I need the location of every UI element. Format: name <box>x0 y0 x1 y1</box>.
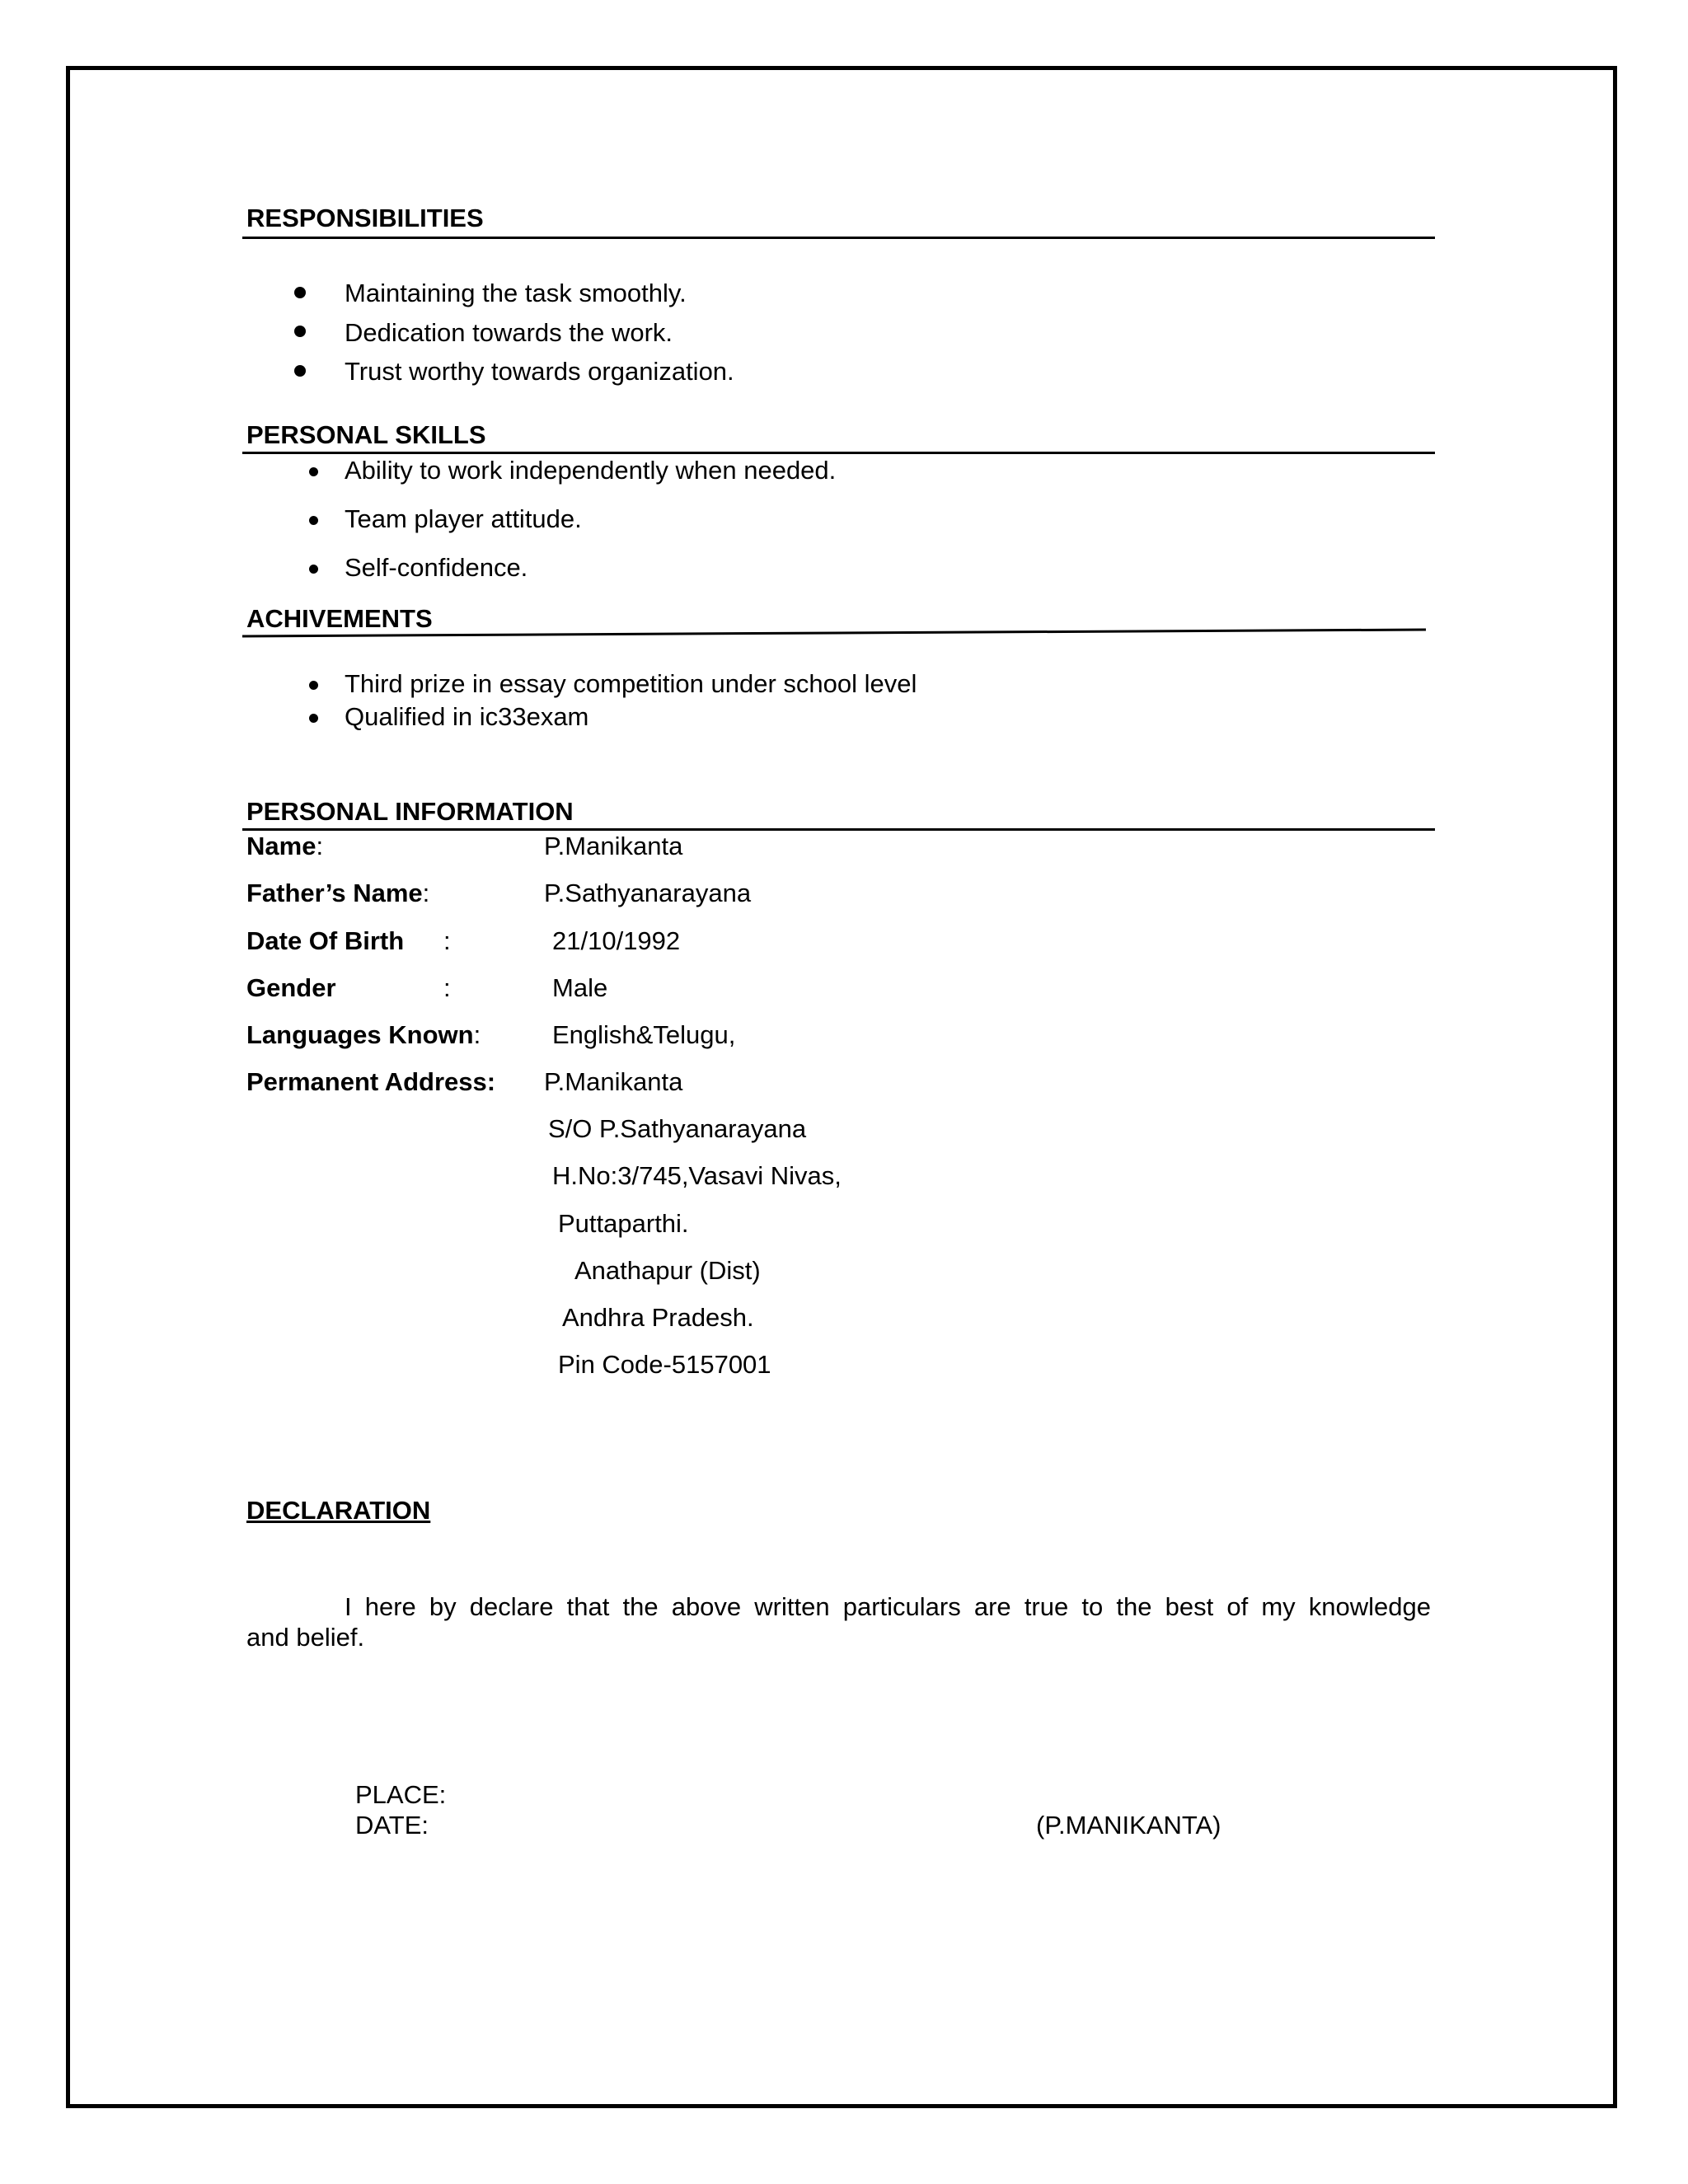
personal-information-rule <box>242 828 1435 831</box>
address-line: S/O P.Sathyanarayana <box>548 1114 807 1143</box>
field-label-date-of-birth: Date Of Birth <box>246 926 405 955</box>
responsibility-item: Maintaining the task smoothly. <box>345 279 687 307</box>
field-label-gender: Gender <box>246 973 336 1002</box>
field-label-permanent-address: Permanent Address: <box>246 1067 496 1096</box>
responsibilities-rule <box>242 237 1435 239</box>
bullet-icon <box>309 467 318 476</box>
achievements-heading: ACHIVEMENTS <box>246 604 433 633</box>
responsibility-item: Dedication towards the work. <box>345 318 673 347</box>
address-line: H.No:3/745,Vasavi Nivas, <box>552 1161 842 1190</box>
address-line: Andhra Pradesh. <box>562 1303 754 1332</box>
field-sep: : <box>443 926 451 955</box>
date-label: DATE: <box>355 1811 429 1840</box>
skill-item: Self-confidence. <box>345 553 528 582</box>
field-value-fathers-name: P.Sathyanarayana <box>544 879 752 907</box>
field-label-name: Name: <box>246 832 324 860</box>
field-sep: : <box>443 973 451 1002</box>
address-line: Pin Code-5157001 <box>558 1350 771 1379</box>
responsibility-item: Trust worthy towards organization. <box>345 357 734 386</box>
bullet-icon <box>309 565 318 574</box>
field-value-date-of-birth: 21/10/1992 <box>552 926 681 955</box>
field-value-name: P.Manikanta <box>544 832 683 860</box>
personal-skills-heading: PERSONAL SKILLS <box>246 420 486 449</box>
signature-name: (P.MANIKANTA) <box>1036 1811 1221 1840</box>
personal-information-heading: PERSONAL INFORMATION <box>246 797 574 826</box>
bullet-icon <box>309 516 318 525</box>
skill-item: Team player attitude. <box>345 504 582 533</box>
skill-item: Ability to work independently when needed. <box>345 456 837 485</box>
field-label-fathers-name: Father’s Name: <box>246 879 430 907</box>
declaration-text-line1: I here by declare that the above written particulars are true to the best of my knowledge <box>345 1592 1431 1621</box>
bullet-icon <box>309 714 318 723</box>
personal-skills-rule <box>242 452 1435 454</box>
bullet-icon <box>294 287 306 298</box>
achievement-item: Third prize in essay competition under school level <box>345 669 917 698</box>
field-label-languages: Languages Known: <box>246 1020 481 1049</box>
bullet-icon <box>309 681 318 690</box>
bullet-icon <box>294 326 306 337</box>
responsibilities-heading: RESPONSIBILITIES <box>246 204 484 232</box>
field-value-languages: English&Telugu, <box>552 1020 736 1049</box>
bullet-icon <box>294 365 306 377</box>
address-line: Puttaparthi. <box>558 1209 689 1238</box>
achievements-rule <box>242 626 1429 640</box>
declaration-heading: DECLARATION <box>246 1496 431 1525</box>
field-value-gender: Male <box>552 973 608 1002</box>
field-value-permanent-address: P.Manikanta <box>544 1067 683 1096</box>
address-line: Anathapur (Dist) <box>574 1256 761 1285</box>
place-label: PLACE: <box>355 1780 447 1809</box>
achievement-item: Qualified in ic33exam <box>345 702 589 731</box>
declaration-text-line2: and belief. <box>246 1623 365 1652</box>
